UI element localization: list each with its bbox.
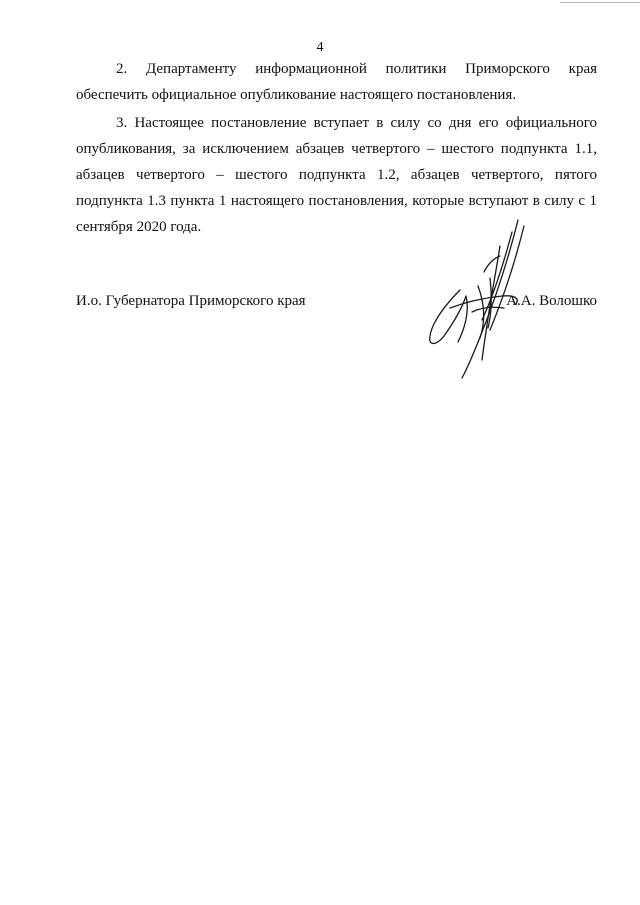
handwritten-signature	[420, 212, 550, 382]
signatory-name: А.А. Волошко	[506, 293, 597, 309]
page-number: 4	[316, 40, 324, 55]
paragraph-3: 3. Настоящее постановление вступает в силу со дня его официального опубликования, за исключением абзацев четвертого – шестого подпункта 1.1, абзацев четвертого – шестого подпункта 1.2, абзацев четвертого, пятого подпункта 1.3 пункта 1 настоящего постановления, которые вступают в силу с 1 сентября 2020 года.	[76, 115, 597, 235]
paragraph-2: 2. Департаменту информационной политики Приморского края обеспечить официальное опубликование настоящего постановления.	[76, 61, 597, 103]
signatory-title: И.о. Губернатора Приморского края	[76, 293, 306, 309]
scan-edge-mark	[560, 2, 640, 7]
